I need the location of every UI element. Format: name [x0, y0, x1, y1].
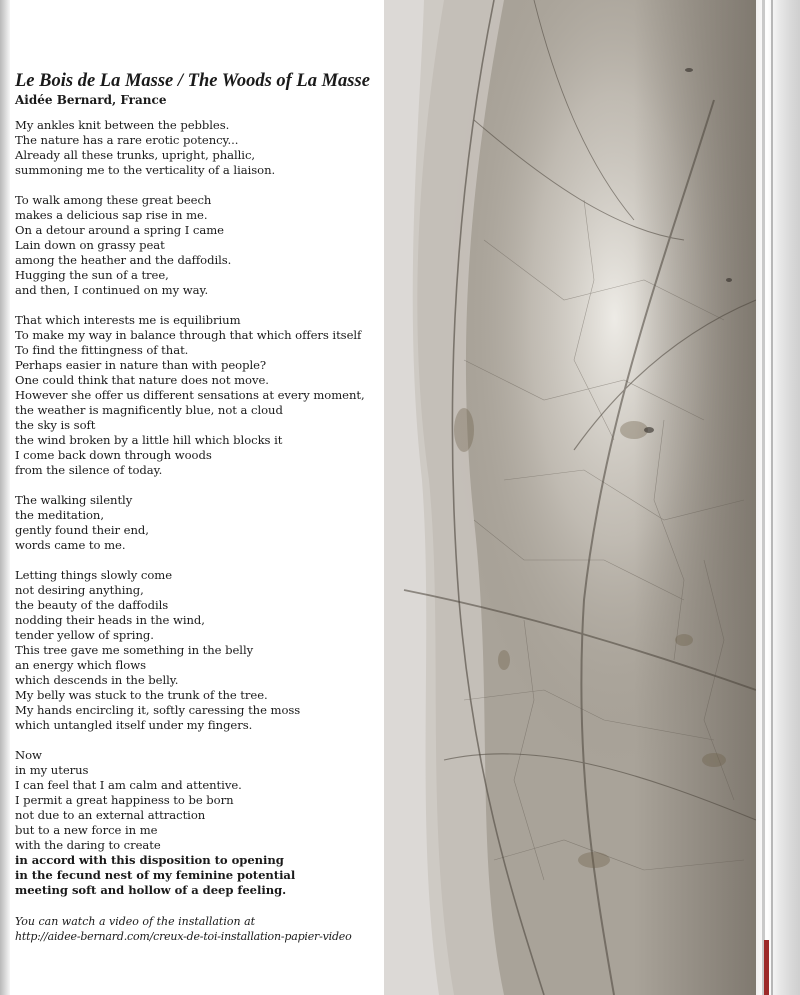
leaf-skeleton-illustration	[384, 0, 756, 995]
poem-line: Hugging the sun of a tree,	[15, 268, 169, 282]
poem-line: My hands encircling it, softly caressing the moss	[15, 703, 301, 717]
poem-line: not desiring anything,	[15, 583, 144, 597]
poem-line: in my uterus	[15, 763, 89, 777]
poem-line: among the heather and the daffodils.	[15, 253, 232, 267]
poem-line: Now	[15, 748, 42, 762]
poem-line: the wind broken by a little hill which blocks it	[15, 433, 283, 447]
poem-line: The nature has a rare erotic potency...	[15, 133, 239, 147]
poem-line: nodding their heads in the wind,	[15, 613, 205, 627]
poem-line: from the silence of today.	[15, 463, 163, 477]
poem-line: However she offer us different sensations at every moment,	[15, 388, 365, 402]
poem-stanza	[15, 493, 380, 553]
poem-line: not due to an external attraction	[15, 808, 206, 822]
poem-line: an energy which flows	[15, 658, 146, 672]
poem-line: the beauty of the daffodils	[15, 598, 169, 612]
poem-line: but to a new force in me	[15, 823, 158, 837]
installation-video-link[interactable]: http://aidee-bernard.com/creux-de-toi-installation-papier-video	[15, 930, 352, 943]
poem-line: I can feel that I am calm and attentive.	[15, 778, 242, 792]
leaf-skeleton-photo	[384, 0, 756, 995]
poem-line: I come back down through woods	[15, 448, 212, 462]
poem-stanza	[15, 313, 380, 478]
poem-line: My belly was stuck to the trunk of the tree.	[15, 688, 268, 702]
poem-line: which untangled itself under my fingers.	[15, 718, 253, 732]
poem-line: the meditation,	[15, 508, 104, 522]
poem-line-bold: meeting soft and hollow of a deep feeling.	[15, 883, 287, 897]
poem-stanza	[15, 193, 380, 298]
poem-line: On a detour around a spring I came	[15, 223, 224, 237]
page-edge-red-mark	[764, 940, 769, 995]
poem-line: That which interests me is equilibrium	[15, 313, 241, 327]
poem-line-bold: in the fecund nest of my feminine potential	[15, 868, 296, 882]
poem-line: To make my way in balance through that which offers itself	[15, 328, 362, 342]
poem-line: makes a delicious sap rise in me.	[15, 208, 208, 222]
poem-author: Aidée Bernard, France	[15, 93, 167, 107]
poem-line: Already all these trunks, upright, phallic,	[15, 148, 256, 162]
poem-stanza	[15, 118, 380, 178]
poem-line: To find the fittingness of that.	[15, 343, 189, 357]
poem-stanza	[15, 748, 380, 898]
page-gutter-shadow	[0, 0, 10, 995]
poem-column	[15, 70, 380, 913]
poem-line: the sky is soft	[15, 418, 96, 432]
poem-line: tender yellow of spring.	[15, 628, 154, 642]
poem-line: summoning me to the verticality of a liaison.	[15, 163, 276, 177]
page-edge-line	[771, 0, 773, 995]
poem-body	[15, 118, 380, 898]
installation-note-text: You can watch a video of the installation at	[15, 915, 256, 928]
poem-line: Letting things slowly come	[15, 568, 173, 582]
poem-line: This tree gave me something in the belly	[15, 643, 254, 657]
poem-stanza	[15, 568, 380, 733]
poem-line: One could think that nature does not move.	[15, 373, 269, 387]
installation-note	[15, 914, 380, 944]
poem-line: with the daring to create	[15, 838, 161, 852]
page-edge-line	[762, 0, 765, 995]
poem-line: and then, I continued on my way.	[15, 283, 209, 297]
poem-line: the weather is magnificently blue, not a cloud	[15, 403, 283, 417]
poem-line: To walk among these great beech	[15, 193, 212, 207]
poem-line: words came to me.	[15, 538, 126, 552]
poem-line: Lain down on grassy peat	[15, 238, 165, 252]
poem-line-bold: in accord with this disposition to opening	[15, 853, 284, 867]
poem-line: I permit a great happiness to be born	[15, 793, 234, 807]
poem-line: My ankles knit between the pebbles.	[15, 118, 230, 132]
poem-line: Perhaps easier in nature than with people?	[15, 358, 267, 372]
poem-line: gently found their end,	[15, 523, 149, 537]
poem-line: which descends in the belly.	[15, 673, 179, 687]
poem-title: Le Bois de La Masse / The Woods of La Masse	[15, 71, 370, 91]
poem-line: The walking silently	[15, 493, 133, 507]
